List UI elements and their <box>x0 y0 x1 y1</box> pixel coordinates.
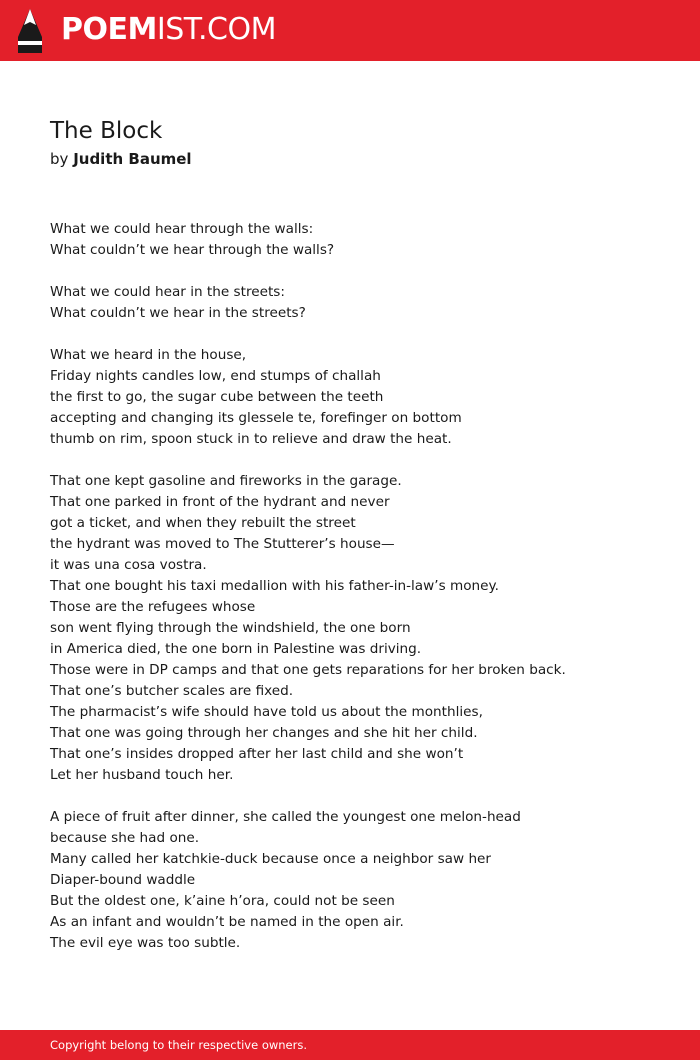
logo-light-text: IST.COM <box>156 12 276 47</box>
author-name: Judith Baumel <box>73 150 192 168</box>
logo-bold-text: POEM <box>61 12 157 47</box>
poem-title: The Block <box>50 118 163 144</box>
poem-line: What couldn’t we hear in the streets? <box>50 305 306 321</box>
poem-line: What we heard in the house, <box>50 347 247 363</box>
byline <box>50 148 192 170</box>
poem-line: That one kept gasoline and fireworks in the garage. <box>50 473 402 489</box>
poem-line: What we could hear in the streets: <box>50 284 285 300</box>
poem-line: That one was going through her changes and she hit her child. <box>50 725 478 741</box>
poem-line: What couldn’t we hear through the walls? <box>50 242 335 258</box>
pencil-tip-icon <box>16 9 44 53</box>
poem-stanza <box>50 471 670 786</box>
poem-line: in America died, the one born in Palestine was driving. <box>50 641 422 657</box>
poem-line: That one parked in front of the hydrant and never <box>50 494 390 510</box>
poem-line: Those were in DP camps and that one gets reparations for her broken back. <box>50 662 566 678</box>
poem-stanza <box>50 807 670 954</box>
poem-line: Let her husband touch her. <box>50 767 234 783</box>
poem-line: it was una cosa vostra. <box>50 557 207 573</box>
poem-line: thumb on rim, spoon stuck in to relieve and draw the heat. <box>50 431 452 447</box>
poem-line: son went flying through the windshield, the one born <box>50 620 411 636</box>
poem-body <box>50 219 670 954</box>
poem-line: the hydrant was moved to The Stutterer’s house— <box>50 536 395 552</box>
poem-stanza <box>50 282 670 324</box>
poem-line: The pharmacist’s wife should have told us about the monthlies, <box>50 704 483 720</box>
poem-line: Those are the refugees whose <box>50 599 256 615</box>
poem-line: the first to go, the sugar cube between the teeth <box>50 389 384 405</box>
poem-line: That one bought his taxi medallion with his father-in-law’s money. <box>50 578 499 594</box>
poem-line: What we could hear through the walls: <box>50 221 314 237</box>
by-label: by <box>50 150 69 168</box>
poem-line: A piece of fruit after dinner, she called the youngest one melon-head <box>50 809 521 825</box>
poem-line: As an infant and wouldn’t be named in the open air. <box>50 914 404 930</box>
site-footer <box>0 1030 700 1060</box>
poem-stanza <box>50 219 670 261</box>
poem-line: got a ticket, and when they rebuilt the street <box>50 515 356 531</box>
poem-line: Friday nights candles low, end stumps of challah <box>50 368 381 384</box>
poem-line: That one’s butcher scales are fixed. <box>50 683 294 699</box>
poem-line: That one’s insides dropped after her last child and she won’t <box>50 746 464 762</box>
poem-line: Many called her katchkie-duck because once a neighbor saw her <box>50 851 492 867</box>
poem-line: Diaper-bound waddle <box>50 872 196 888</box>
poem-line: accepting and changing its glessele te, forefinger on bottom <box>50 410 462 426</box>
site-logo[interactable] <box>61 11 276 49</box>
poem-line: But the oldest one, k’aine h’ora, could not be seen <box>50 893 395 909</box>
poem-line: The evil eye was too subtle. <box>50 935 241 951</box>
poem-stanza <box>50 345 670 450</box>
copyright-notice: Copyright belong to their respective owners. <box>50 1038 308 1052</box>
site-header <box>0 0 700 61</box>
poem-line: because she had one. <box>50 830 200 846</box>
